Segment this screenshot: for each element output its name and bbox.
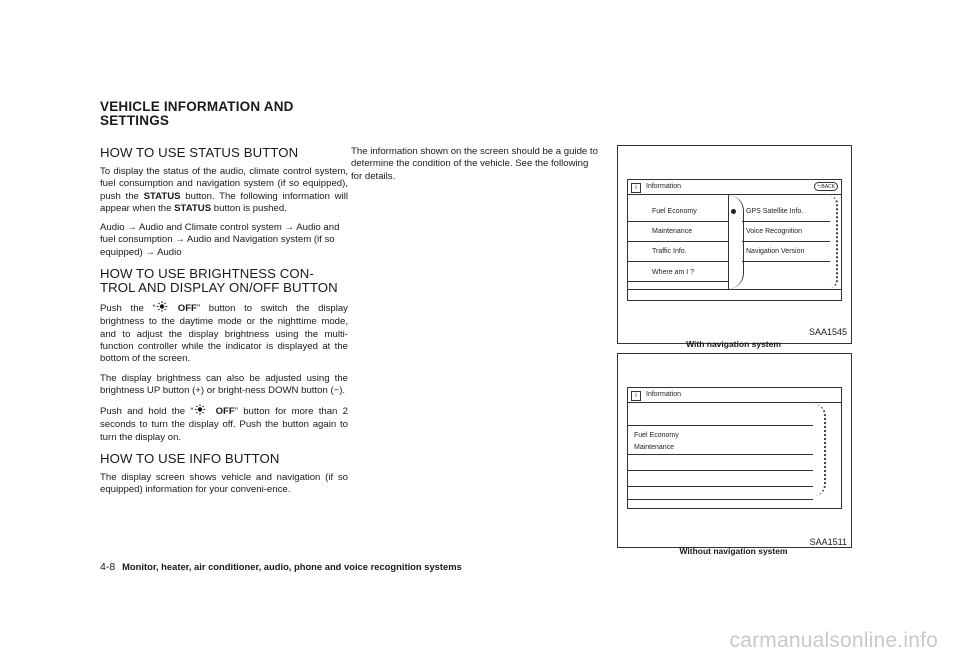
section-title: VEHICLE INFORMATION AND SETTINGS: [100, 99, 294, 128]
row-divider: [628, 499, 813, 500]
status-keyword-2: STATUS: [174, 202, 212, 214]
menu-item-voice-recognition[interactable]: Voice Recognition: [746, 228, 803, 235]
menu-item-fuel-economy[interactable]: Fuel Economy: [634, 432, 679, 439]
brightness-paragraph-2: The display brightness can also be adjusted using the brightness UP button (+) or bright-ness DOWN button (−).: [100, 372, 348, 396]
watermark: carmanualsonline.info: [729, 629, 938, 652]
brightness-paragraph-3: [100, 404, 348, 444]
off-keyword: OFF: [215, 406, 235, 418]
menu-item-gps-satellite[interactable]: GPS Satellite Info.: [746, 208, 804, 215]
back-arrow-icon: ⮌: [817, 184, 822, 190]
info-screen-basic: [627, 387, 842, 509]
bottom-divider: [628, 289, 841, 290]
menu-item-maintenance[interactable]: Maintenance: [652, 228, 693, 235]
row-divider: [628, 221, 728, 222]
status-heading: HOW TO USE STATUS BUTTON: [100, 145, 299, 160]
info-screen-nav: [627, 179, 842, 301]
brightness-p1-text-a: Push the “: [100, 303, 156, 315]
status-p1-text-b: button. The following information will appear when the: [100, 190, 348, 214]
status-p1-text-c: button is pushed.: [211, 202, 287, 214]
status-keyword: STATUS: [143, 190, 181, 202]
info-paragraph-1: The display screen shows vehicle and navigation (if so equipped) information for your conveni-ence.: [100, 472, 348, 496]
brightness-sun-moon-icon: [194, 404, 216, 419]
status-paragraph-1: [100, 166, 348, 215]
page-footer: [100, 561, 462, 573]
info-icon: i: [631, 391, 641, 401]
row-divider: [742, 241, 830, 242]
off-keyword: OFF: [177, 303, 197, 315]
screen-title: Information: [646, 183, 682, 190]
row-divider: [742, 221, 830, 222]
info-icon: i: [631, 183, 641, 193]
brightness-p1-text-b: ” button to switch the display brightness to the daytime mode or the nighttime mode, and to adjust the display brightness using the multi-function controller while the indicator is displayed at the bottom of the screen.: [100, 303, 348, 365]
back-button[interactable]: [814, 182, 838, 191]
scroll-bar[interactable]: [814, 404, 826, 496]
row-divider: [742, 261, 830, 262]
menu-item-traffic-info[interactable]: Traffic Info.: [652, 248, 687, 255]
row-divider: [628, 281, 728, 282]
back-label: BACK: [821, 184, 835, 190]
brightness-p3-text-b: ” button for more than 2 seconds to turn the display off. Push the button again to turn the display on.: [100, 406, 348, 443]
title-divider: [628, 194, 841, 195]
menu-item-navigation-version[interactable]: Navigation Version: [746, 248, 805, 255]
figure-code: SAA1511: [809, 537, 847, 547]
menu-item-fuel-economy[interactable]: Fuel Economy: [652, 208, 697, 215]
status-paragraph-2: Audio → Audio and Climate control system → Audio and fuel consumption → Audio and Navigation system (if so equipped) → Audio: [100, 222, 340, 258]
row-divider: [628, 425, 813, 426]
figure-code: SAA1545: [808, 327, 847, 337]
page-number: 4-8: [100, 561, 116, 573]
brightness-sun-moon-icon: [156, 301, 178, 316]
middle-column: [351, 146, 601, 190]
figure-without-navigation: [617, 353, 852, 548]
scroll-bar[interactable]: [830, 196, 838, 288]
left-column: [100, 146, 348, 504]
title-divider: [628, 402, 841, 403]
figure-caption: With navigation system: [686, 339, 781, 349]
brightness-paragraph-1: [100, 301, 348, 365]
info-heading: HOW TO USE INFO BUTTON: [100, 451, 280, 467]
info-paragraph-2: The information shown on the screen should be a guide to determine the condition of the vehicle. See the following for details.: [351, 146, 598, 182]
chapter-title: Monitor, heater, air conditioner, audio, phone and voice recognition systems: [122, 561, 462, 572]
row-divider: [628, 486, 813, 487]
brightness-p3-text-a: Push and hold the “: [100, 406, 194, 418]
row-divider: [628, 261, 728, 262]
brightness-heading: HOW TO USE BRIGHTNESS CON-TROL AND DISPLAY ON/OFF BUTTON: [100, 266, 338, 296]
menu-item-maintenance[interactable]: Maintenance: [634, 444, 675, 451]
figure-with-navigation: [617, 145, 852, 344]
center-divider: [728, 195, 744, 289]
row-divider: [628, 454, 813, 455]
row-divider: [628, 470, 813, 471]
status-p1-text-a: To display the status of the audio, climate control system, fuel consumption and navigation system (if so equipped), push the: [100, 166, 348, 202]
figure-caption: Without navigation system: [679, 546, 788, 556]
menu-item-where-am-i[interactable]: Where am I ?: [652, 269, 695, 276]
screen-title: Information: [646, 391, 682, 398]
row-divider: [628, 241, 728, 242]
